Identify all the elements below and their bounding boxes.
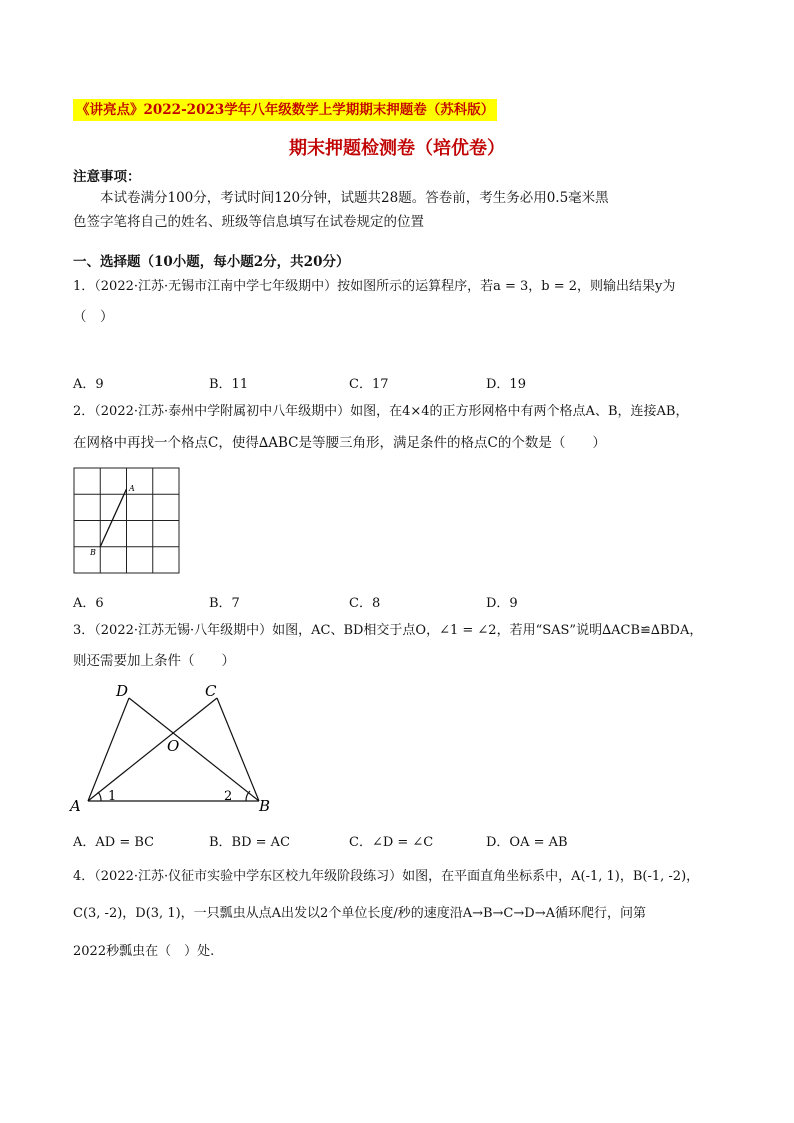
- question-1-stem: 1．（2022·江苏·无锡市江南中学七年级期中）按如图所示的运算程序，若a = 3，b = 2，则输出结果y为: [73, 279, 676, 294]
- question-1-option-b: B．11: [209, 377, 249, 392]
- question-3-option-a: A．AD = BC: [73, 835, 155, 850]
- notice-line-2: 色签字笔将自己的姓名、班级等信息填写在试卷规定的位置: [73, 214, 424, 230]
- point-a-label: A: [70, 797, 81, 814]
- point-a-label: A: [129, 484, 135, 493]
- segment-ac: [88, 698, 217, 801]
- segment-bd: [129, 698, 259, 801]
- question-3-option-d: D．OA = AB: [486, 835, 568, 850]
- angle-1-arc: [98, 792, 101, 801]
- segment-bc: [217, 698, 259, 801]
- question-4-stem-cont: C(3, -2)，D(3, 1)，一只瓢虫从点A出发以2个单位长度/秒的速度沿A→B→C→D→A循环爬行，问第: [73, 906, 646, 921]
- segment-ab: [100, 489, 126, 547]
- page-title: 期末押题检测卷（培优卷）: [289, 138, 505, 159]
- point-b-label: B: [90, 548, 96, 557]
- question-2-stem: 2．（2022·江苏·泰州中学附属初中八年级期中）如图，在4×4的正方形网格中有两个格点A、B，连接AB，: [73, 404, 689, 419]
- question-1-option-c: C．17: [349, 377, 389, 392]
- question-3-option-b: B．BD = AC: [209, 835, 291, 850]
- question-3-stem: 3．（2022·江苏无锡·八年级期中）如图，AC、BD相交于点O，∠1 = ∠2，若用“SAS”说明∆ACB≌∆BDA，: [73, 623, 703, 638]
- angle-2-arc: [246, 791, 250, 801]
- question-1-blank: （ ）: [73, 309, 114, 325]
- question-1-option-d: D．19: [486, 377, 526, 392]
- angle-2-label: 2: [224, 789, 233, 804]
- point-c-label: C: [205, 682, 217, 700]
- square-grid: [74, 468, 179, 573]
- question-3-option-c: C．∠D = ∠C: [349, 835, 434, 850]
- point-o-label: O: [167, 737, 180, 755]
- segment-ad: [88, 698, 129, 801]
- point-b-label: B: [259, 797, 271, 814]
- question-2-option-b: B．7: [209, 596, 240, 611]
- question-3-triangle-figure: [66, 680, 282, 814]
- question-2-option-c: C．8: [349, 596, 381, 611]
- exam-series-banner: 《讲亮点》2022-2023学年八年级数学上学期期末押题卷（苏科版）: [73, 99, 497, 121]
- question-4-stem-end: 2022秒瓢虫在（ ）处.: [73, 944, 215, 959]
- question-2-grid-figure: [73, 467, 181, 575]
- notice-heading: 注意事项：: [73, 169, 141, 185]
- question-2-option-d: D．9: [486, 596, 518, 611]
- question-2-stem-cont: 在网格中再找一个格点C，使得∆ABC是等腰三角形，满足条件的格点C的个数是（ ）: [73, 435, 606, 451]
- question-3-stem-cont: 则还需要加上条件（ ）: [73, 653, 235, 669]
- question-2-option-a: A．6: [73, 596, 104, 611]
- notice-line-1: 本试卷满分100分，考试时间120分钟，试题共28题。答卷前，考生务必用0.5毫米黑: [100, 190, 609, 206]
- point-d-label: D: [116, 682, 129, 700]
- section-heading-choice: 一、选择题（10小题，每小题2分，共20分）: [73, 254, 350, 270]
- question-4-stem: 4．（2022·江苏·仪征市实验中学东区校九年级阶段练习）如图，在平面直角坐标系中，A(-1, 1)，B(-1, -2)，: [73, 869, 700, 884]
- angle-1-label: 1: [108, 789, 117, 804]
- question-1-option-a: A．9: [73, 377, 104, 392]
